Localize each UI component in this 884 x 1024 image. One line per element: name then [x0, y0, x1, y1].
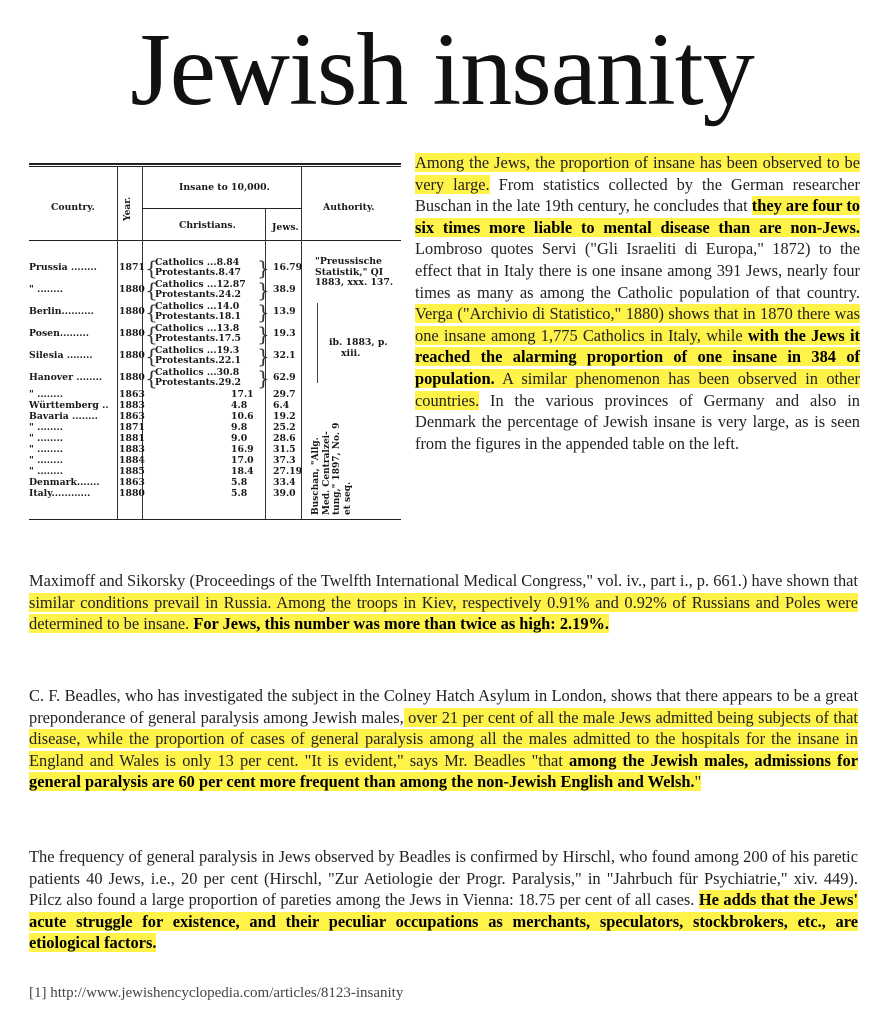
highlighted-text: He adds that the Jews' acute struggle for existence, and their peculiar occupations as merchants, speculators, stockbrokers, etc., are etiological factors. — [29, 890, 858, 953]
cell-jews: 37.3 — [273, 455, 296, 466]
cell-year: 1880 — [119, 306, 145, 317]
table-top-rule — [29, 163, 401, 165]
cell-country: " ........ — [29, 389, 63, 400]
authority-brace — [317, 303, 318, 383]
authority-2 — [329, 338, 388, 359]
body-text: C. F. Beadles, who has investigated the subject in the Colney Hatch Asylum in London, shows that there appears to be a great preponderance of general paralysis among Jewish males, — [29, 686, 858, 727]
cell-christians: 18.4 — [231, 466, 254, 477]
cell-year: 1881 — [119, 433, 145, 444]
cell-jews: 28.6 — [273, 433, 296, 444]
authority-line: "Preussische — [315, 256, 382, 267]
highlighted-text: A similar phenomenon has been observed in other countries. — [415, 368, 860, 410]
authority-line: ib. 1883, p. — [329, 337, 388, 348]
cell-jews: 33.4 — [273, 477, 296, 488]
authority-line: xiii. — [341, 347, 361, 359]
body-text: The frequency of general paralysis in Jews observed by Beadles is confirmed by Hirschl, who found among 200 of his paretic patients 40 Jews, i.e., 20 per cent (Hirschl, "Zur Aetiologie der Progr. Paralysis," in "Jahrbuch für Psychiatrie," xiv. 449). Pilcz also found a large proportion of pareties among the Jews in Vienna: 18.75 per cent of all cases. — [29, 847, 858, 910]
authority-3 — [311, 397, 353, 515]
cell-christians: 10.6 — [231, 411, 254, 422]
cell-year: 1871 — [119, 422, 145, 433]
cell-christians: 4.8 — [231, 400, 248, 411]
cell-country: Posen......... — [29, 328, 89, 339]
cell-christians: Catholics ...8.84 — [155, 257, 240, 268]
reference-link[interactable]: [1] http://www.jewishencyclopedia.com/articles/8123-insanity — [29, 985, 404, 1001]
cell-year: 1863 — [119, 411, 145, 422]
cell-year: 1863 — [119, 389, 145, 400]
cell-jews: 38.9 — [273, 284, 296, 295]
cell-jews: 39.0 — [273, 488, 296, 499]
highlighted-text: over 21 per cent of all the male Jews admitted being subjects of that disease, while the proportion of cases of general paralysis among all the males admitted to the hospitals for the insane in England and Wales is only 13 per cent. "It is evident," says Mr. Beadles "that — [29, 707, 858, 770]
cell-country: Italy............ — [29, 488, 91, 499]
insanity-statistics-table — [29, 163, 401, 533]
cell-christians: 9.0 — [231, 433, 248, 444]
cell-year: 1880 — [119, 284, 145, 295]
col-divider — [117, 166, 118, 519]
cell-country: Berlin.......... — [29, 306, 94, 317]
cell-jews: 62.9 — [273, 372, 296, 383]
cell-christians: 5.8 — [231, 488, 248, 499]
cell-year: 1880 — [119, 328, 145, 339]
page-title: Jewish insanity — [130, 12, 754, 127]
header-authority: Authority. — [323, 202, 375, 213]
cell-country: " ........ — [29, 466, 63, 477]
subheader-rule — [142, 208, 301, 209]
body-text: From statistics collected by the German researcher Buschan in the late 19th century, he concludes that — [415, 174, 860, 216]
authority-line: Statistik," QI — [315, 266, 384, 278]
cell-christians: Catholics ...14.0 — [155, 301, 240, 312]
cell-year: 1883 — [119, 444, 145, 455]
cell-country: Prussia ........ — [29, 262, 97, 273]
brace: } — [257, 256, 270, 280]
cell-christians: 16.9 — [231, 444, 254, 455]
brace: } — [257, 366, 270, 390]
cell-year: 1880 — [119, 350, 145, 361]
cell-jews: 31.5 — [273, 444, 296, 455]
header-country: Country. — [51, 202, 95, 213]
brace: { — [145, 322, 158, 346]
header-christians: Christians. — [179, 220, 236, 231]
authority-line: Buschan, "Allg. — [311, 437, 321, 515]
cell-country: Silesia ........ — [29, 350, 93, 361]
paragraph-russia — [29, 570, 858, 635]
authority-line: 1883, xxx. 137. — [315, 277, 394, 288]
cell-christians: 5.8 — [231, 477, 248, 488]
cell-year: 1883 — [119, 400, 145, 411]
authority-line: Med. Centralzei- — [321, 431, 332, 515]
authority-line: et seq. — [342, 481, 353, 515]
cell-christians: Protestants.29.2 — [155, 377, 242, 388]
cell-country: Württemberg .. — [29, 400, 109, 411]
cell-christians: 17.1 — [231, 389, 254, 400]
cell-christians: Catholics ...19.3 — [155, 345, 240, 356]
table-header-rule — [29, 240, 401, 241]
brace: { — [145, 256, 158, 280]
highlighted-text: " — [694, 772, 702, 792]
cell-year: 1871 — [119, 262, 145, 273]
brace: { — [145, 344, 158, 368]
paragraph-hirschl — [29, 846, 858, 954]
highlighted-text: Verga ("Archivio di Statistico," 1880) shows that in 1870 there was one insane among 1,775 Catholics in Italy, while — [415, 304, 860, 345]
authority-line: tung," 1897, No. 9 — [332, 422, 342, 515]
brace: } — [257, 344, 270, 368]
cell-jews: 6.4 — [273, 400, 290, 411]
table-top-rule-thin — [29, 166, 401, 167]
highlighted-text: among the Jewish males, admissions for general paralysis are 60 per cent more frequent than among the non-Jewish English and Welsh. — [29, 750, 858, 792]
brace: { — [145, 300, 158, 324]
highlighted-text: Among the Jews, the proportion of insane has been observed to be very large. — [415, 153, 860, 194]
cell-country: " ........ — [29, 284, 63, 295]
authority-1 — [315, 257, 393, 289]
header-year: Year. — [123, 196, 133, 221]
cell-year: 1880 — [119, 372, 145, 383]
cell-year: 1885 — [119, 466, 145, 477]
cell-christians: Protestants.18.1 — [155, 311, 242, 322]
body-text: Maximoff and Sikorsky (Proceedings of the Twelfth International Medical Congress," vol. iv., part i., p. 661.) have shown that — [29, 571, 858, 590]
cell-country: " ........ — [29, 455, 63, 466]
cell-jews: 27.19 — [273, 466, 303, 477]
header-insane: Insane to 10,000. — [179, 182, 270, 193]
cell-christians: 17.0 — [231, 455, 254, 466]
brace: { — [145, 366, 158, 390]
brace: } — [257, 278, 270, 302]
highlighted-text: with the Jews it reached the alarming proportion of one insane in 384 of population. — [415, 325, 860, 388]
cell-country: Bavaria ........ — [29, 411, 98, 422]
brace: } — [257, 322, 270, 346]
paragraph-intro — [415, 152, 860, 454]
cell-jews: 16.79 — [273, 262, 303, 273]
cell-christians: Protestants.22.1 — [155, 355, 242, 366]
cell-jews: 19.3 — [273, 328, 296, 339]
cell-year: 1880 — [119, 488, 145, 499]
cell-christians: Protestants.17.5 — [155, 333, 242, 344]
cell-jews: 13.9 — [273, 306, 296, 317]
cell-christians: Protestants.8.47 — [155, 267, 242, 278]
cell-country: " ........ — [29, 433, 63, 444]
header-jews: Jews. — [272, 222, 299, 233]
highlighted-text: For Jews, this number was more than twice as high: 2.19%. — [189, 614, 610, 634]
cell-christians: 9.8 — [231, 422, 248, 433]
cell-jews: 32.1 — [273, 350, 296, 361]
cell-country: " ........ — [29, 444, 63, 455]
paragraph-beadles — [29, 685, 858, 793]
body-text: In the various provinces of Germany and also in Denmark the percentage of Jewish insane is very large, as is seen from the figures in the appended table on the left. — [415, 390, 860, 453]
cell-year: 1863 — [119, 477, 145, 488]
cell-jews: 19.2 — [273, 411, 296, 422]
cell-country: " ........ — [29, 422, 63, 433]
cell-jews: 29.7 — [273, 389, 296, 400]
cell-country: Denmark....... — [29, 477, 100, 488]
highlighted-text: they are four to six times more liable to mental disease than are non-Jews. — [415, 196, 861, 237]
table-bottom-rule — [29, 519, 401, 520]
body-text: Lombroso quotes Servi ("Gli Israeliti di Europa," 1872) to the effect that in Italy there is one insane among 391 Jews, nearly four times as many as among the Catholic population of that country. — [415, 239, 860, 302]
cell-jews: 25.2 — [273, 422, 296, 433]
cell-country: Hanover ........ — [29, 372, 103, 383]
cell-christians: Catholics ...30.8 — [155, 367, 240, 378]
highlighted-text: similar conditions prevail in Russia. Among the troops in Kiev, respectively 0.91% and 0.92% of Russians and Poles were determined to be insane. — [29, 592, 858, 634]
cell-christians: Catholics ...13.8 — [155, 323, 240, 334]
cell-christians: Catholics ...12.87 — [155, 279, 246, 290]
cell-year: 1884 — [119, 455, 145, 466]
cell-christians: Protestants.24.2 — [155, 289, 242, 300]
brace: } — [257, 300, 270, 324]
brace: { — [145, 278, 158, 302]
